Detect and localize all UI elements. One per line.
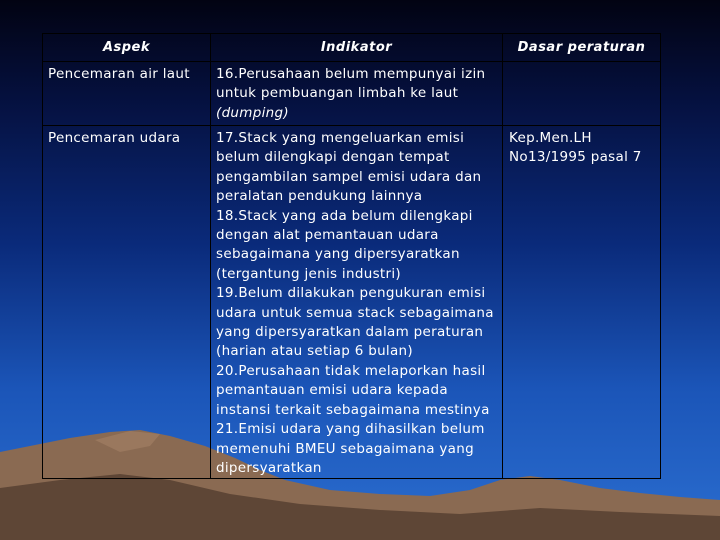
regulation-table-container — [42, 33, 660, 479]
indikator-item: 18.Stack yang ada belum dilengkapi dengan alat pemantauan udara sebagaimana yang dipersyaratkan (tergantung jenis industri) — [216, 207, 473, 282]
regulation-table — [42, 33, 661, 479]
indikator-item: 21.Emisi udara yang dihasilkan belum memenuhi BMEU sebagaimana yang dipersyaratkan — [216, 421, 485, 476]
indikator-cell — [211, 62, 503, 126]
aspek-cell: Pencemaran udara — [43, 126, 211, 479]
table-row — [43, 126, 661, 479]
dasar-cell — [503, 62, 661, 126]
indikator-item: 19.Belum dilakukan pengukuran emisi udara untuk semua stack sebagaimana yang dipersyaratkan dalam peraturan (harian atau setiap 6 bulan) — [216, 285, 494, 360]
table-row — [43, 62, 661, 126]
aspek-cell: Pencemaran air laut — [43, 62, 211, 126]
header-aspek: Aspek — [43, 34, 211, 62]
table-header-row — [43, 34, 661, 62]
indikator-cell — [211, 126, 503, 479]
indikator-text: 16.Perusahaan belum mempunyai izin untuk pembuangan limbah ke laut — [216, 66, 486, 102]
header-indikator: Indikator — [211, 34, 503, 62]
header-dasar-peraturan: Dasar peraturan — [503, 34, 661, 62]
indikator-note: (dumping) — [216, 104, 289, 121]
indikator-item: 17.Stack yang mengeluarkan emisi belum dilengkapi dengan tempat pengambilan sampel emisi udara dan peralatan pendukung lainnya — [216, 130, 482, 205]
indikator-item: 20.Perusahaan tidak melaporkan hasil pemantauan emisi udara kepada instansi terkait sebagaimana mestinya — [216, 362, 490, 418]
dasar-cell: Kep.Men.LH No13/1995 pasal 7 — [503, 126, 661, 479]
